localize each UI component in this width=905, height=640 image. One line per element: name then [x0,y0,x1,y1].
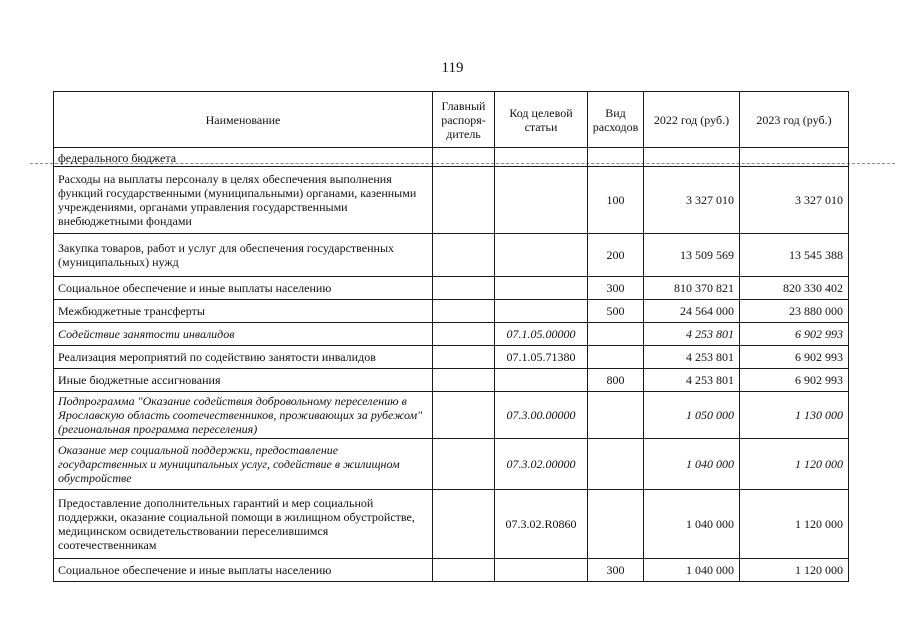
row-expense-type-cell [588,490,644,559]
row-year-2022-cell: 4 253 801 [644,369,740,392]
row-year-2022-cell: 810 370 821 [644,277,740,300]
row-manager-cell [433,167,495,234]
table-row [54,490,849,559]
row-target-code-cell: 07.3.02.00000 [495,439,588,490]
row-manager-cell [433,234,495,277]
row-manager-cell [433,323,495,346]
row-year-2023-cell: 1 130 000 [740,392,849,439]
row-expense-type-cell: 300 [588,559,644,582]
row-name-cell: Содействие занятости инвалидов [54,323,433,346]
row-manager-cell [433,439,495,490]
row-target-code-cell [495,167,588,234]
row-year-2022-cell: 1 050 000 [644,392,740,439]
header-target-code: Код целевой статьи [495,92,588,148]
row-target-code-cell [495,559,588,582]
row-year-2023-cell: 820 330 402 [740,277,849,300]
row-manager-cell [433,392,495,439]
table-row [54,323,849,346]
row-year-2022-cell: 24 564 000 [644,300,740,323]
table-row [54,369,849,392]
table-row [54,559,849,582]
table-row [54,167,849,234]
row-target-code-cell: 07.1.05.00000 [495,323,588,346]
row-year-2023-cell: 13 545 388 [740,234,849,277]
row-name-cell: Закупка товаров, работ и услуг для обеспечения государственных (муниципальных) нужд [54,234,433,277]
row-year-2022-cell: 4 253 801 [644,346,740,369]
page-number: 119 [441,60,464,76]
row-target-code-cell: 07.3.00.00000 [495,392,588,439]
row-name-cell: Предоставление дополнительных гарантий и мер социальной поддержки, оказание социальной помощи в жилищном обустройстве, медицинском освидетельствовании переселившимся соотечественникам [54,490,433,559]
row-year-2023-cell: 1 120 000 [740,439,849,490]
table-row [54,392,849,439]
row-manager-cell [433,277,495,300]
row-year-2022-cell [644,148,740,167]
row-target-code-cell [495,300,588,323]
row-expense-type-cell [588,392,644,439]
row-target-code-cell [495,148,588,167]
row-target-code-cell [495,277,588,300]
row-year-2022-cell: 1 040 000 [644,559,740,582]
row-expense-type-cell [588,439,644,490]
row-expense-type-cell: 100 [588,167,644,234]
row-year-2023-cell: 23 880 000 [740,300,849,323]
row-year-2023-cell: 6 902 993 [740,323,849,346]
row-name-cell: федерального бюджета [54,148,433,167]
table-body [54,148,849,582]
row-year-2023-cell: 1 120 000 [740,559,849,582]
table-row [54,277,849,300]
row-manager-cell [433,300,495,323]
row-year-2022-cell: 3 327 010 [644,167,740,234]
header-year-2023: 2023 год (руб.) [740,92,849,148]
row-expense-type-cell: 500 [588,300,644,323]
row-year-2023-cell [740,148,849,167]
row-name-cell: Межбюджетные трансферты [54,300,433,323]
row-manager-cell [433,559,495,582]
row-name-cell: Иные бюджетные ассигнования [54,369,433,392]
row-expense-type-cell: 800 [588,369,644,392]
budget-table [53,91,849,582]
row-manager-cell [433,369,495,392]
row-name-cell: Оказание мер социальной поддержки, предоставление государственных и муниципальных услуг, содействие в жилищном обустройстве [54,439,433,490]
row-target-code-cell [495,369,588,392]
row-manager-cell [433,346,495,369]
row-expense-type-cell: 200 [588,234,644,277]
row-year-2023-cell: 6 902 993 [740,346,849,369]
row-year-2023-cell: 6 902 993 [740,369,849,392]
header-manager: Главный распоря-дитель [433,92,495,148]
row-year-2022-cell: 4 253 801 [644,323,740,346]
row-name-cell: Социальное обеспечение и иные выплаты населению [54,277,433,300]
row-name-cell: Реализация мероприятий по содействию занятости инвалидов [54,346,433,369]
row-year-2022-cell: 1 040 000 [644,490,740,559]
row-year-2023-cell: 1 120 000 [740,490,849,559]
row-manager-cell [433,490,495,559]
table-header-row [54,92,849,148]
table-row [54,300,849,323]
row-expense-type-cell [588,323,644,346]
table-row [54,148,849,167]
row-expense-type-cell [588,346,644,369]
row-year-2022-cell: 1 040 000 [644,439,740,490]
row-name-cell: Подпрограмма "Оказание содействия добровольному переселению в Ярославскую область соотечественников, проживающих за рубежом" (региональная программа переселения) [54,392,433,439]
row-name-cell: Расходы на выплаты персоналу в целях обеспечения выполнения функций государственными (муниципальными) органами, казенными учреждениями, органами управления государственными внебюджетными фондами [54,167,433,234]
header-year-2022: 2022 год (руб.) [644,92,740,148]
row-expense-type-cell [588,148,644,167]
row-target-code-cell: 07.1.05.71380 [495,346,588,369]
row-target-code-cell [495,234,588,277]
table-row [54,439,849,490]
row-target-code-cell: 07.3.02.R0860 [495,490,588,559]
row-expense-type-cell: 300 [588,277,644,300]
row-name-cell: Социальное обеспечение и иные выплаты населению [54,559,433,582]
header-name: Наименование [54,92,433,148]
table-row [54,346,849,369]
table-row [54,234,849,277]
header-expense-type: Вид расходов [588,92,644,148]
row-year-2023-cell: 3 327 010 [740,167,849,234]
row-year-2022-cell: 13 509 569 [644,234,740,277]
row-manager-cell [433,148,495,167]
